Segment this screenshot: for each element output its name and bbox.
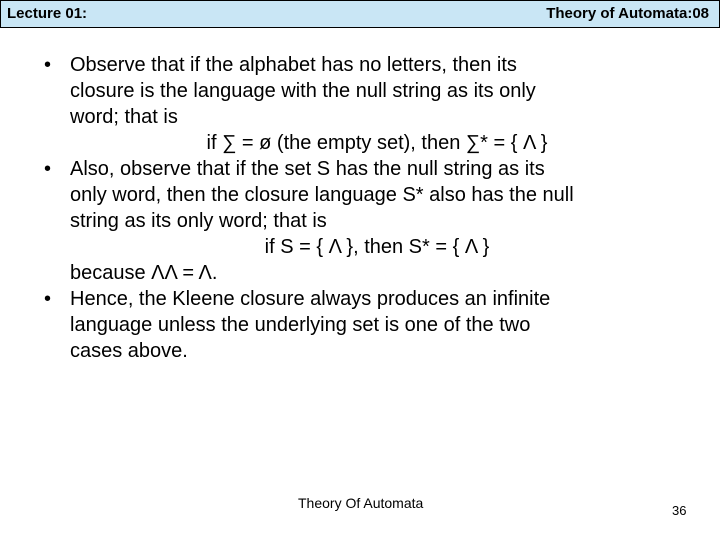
bullet-line: string as its only word; that is [70,210,327,232]
bullet-line: language unless the underlying set is one of the two [70,314,531,336]
bullet-line: because ΛΛ = Λ. [70,262,218,284]
course-label: Theory of Automata:08 [546,5,709,22]
slide-header [0,0,720,28]
page-number: 36 [672,503,687,518]
bullet-line: Also, observe that if the set S has the null string as its [70,158,545,180]
bullet-line: Observe that if the alphabet has no letters, then its [70,54,517,76]
slide-content [44,52,684,364]
bullet-item [44,52,684,156]
bullet-line: closure is the language with the null string as its only [70,80,536,102]
lecture-label: Lecture 01: [7,5,88,22]
bullet-line: only word, then the closure language S* also has the null [70,184,574,206]
bullet-icon: • [44,158,52,180]
bullet-item [44,156,684,286]
bullet-icon: • [44,54,52,76]
bullet-item [44,286,684,364]
bullet-line: word; that is [70,106,178,128]
footer-title: Theory Of Automata [298,495,424,511]
formula-line: if ∑ = ø (the empty set), then ∑* = { Λ } [206,132,548,154]
bullet-line: Hence, the Kleene closure always produces an infinite [70,288,551,310]
bullet-icon: • [44,288,52,310]
bullet-line: cases above. [70,340,188,362]
formula-line: if S = { Λ }, then S* = { Λ } [264,236,490,258]
